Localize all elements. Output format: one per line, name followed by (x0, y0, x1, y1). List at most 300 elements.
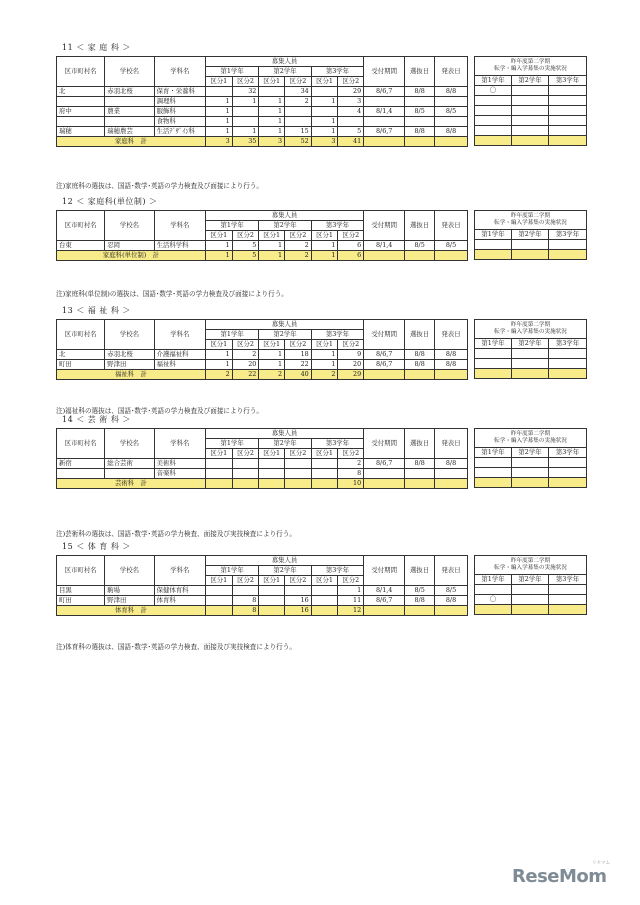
table-cell: 第3学年 (311, 221, 363, 231)
table-cell: 1 (259, 251, 285, 261)
table-cell: 34 (285, 87, 312, 97)
table-cell (259, 596, 285, 606)
table-cell: 1 (259, 127, 285, 137)
table-cell: 区分1 (259, 576, 285, 586)
table-cell: 総合芸術 (105, 459, 154, 469)
table-cell (475, 468, 512, 478)
table-cell: 3 (259, 137, 285, 147)
table-cell: 1 (259, 107, 285, 117)
table-cell: 区市町村名 (57, 556, 105, 586)
table-cell: 1 (205, 97, 232, 107)
section-note: 注)家庭科(単位制)の選抜は、国語･数学･英語の学力検査及び面接により行う。 (56, 290, 288, 298)
table-cell (549, 240, 587, 250)
table-cell (435, 251, 468, 261)
header-row (57, 320, 468, 330)
total-row (57, 479, 468, 489)
table-cell (311, 596, 338, 606)
header-row (57, 211, 468, 221)
table-cell: 区分2 (338, 231, 364, 241)
table-cell (405, 137, 435, 147)
table-cell: 第3学年 (549, 230, 587, 240)
table-cell: 8/8 (405, 350, 435, 360)
table-cell (512, 250, 549, 260)
table-cell: 第2学年 (512, 575, 549, 585)
table-cell: 区市町村名 (57, 57, 105, 87)
table-cell (364, 117, 405, 127)
table-cell: 区分2 (232, 449, 259, 459)
table-cell: 35 (232, 137, 259, 147)
table-cell (364, 251, 405, 261)
table-cell: 区分1 (259, 449, 285, 459)
table-cell (364, 370, 405, 380)
table-cell: 8/8 (405, 87, 435, 97)
table-cell (512, 605, 549, 615)
table-row (475, 349, 587, 359)
table-cell (205, 469, 232, 479)
table-cell: 1 (311, 350, 338, 360)
table-cell: 32 (232, 87, 259, 97)
table-cell: 赤羽北桜 (105, 87, 154, 97)
table-cell: 区分1 (205, 231, 232, 241)
table-cell: 生活科学科 (154, 241, 205, 251)
table-cell: 5 (232, 241, 259, 251)
table-cell: 18 (285, 350, 312, 360)
table-cell: 1 (259, 241, 285, 251)
table-cell: 学科名 (154, 211, 205, 241)
table-row (475, 86, 587, 96)
table-cell (311, 459, 338, 469)
table-cell: 1 (311, 241, 338, 251)
table-cell: 台東 (57, 241, 105, 251)
side-title-line: 昨年度第二学期 (510, 431, 551, 437)
table-cell: 第2学年 (259, 221, 311, 231)
table-cell (549, 250, 587, 260)
table-row (57, 127, 468, 137)
table-cell (259, 469, 285, 479)
table-cell: 瑞穂農芸 (105, 127, 154, 137)
table-cell (435, 370, 468, 380)
table-cell (311, 479, 338, 489)
side-title-line: 転学・編入学募集の実施状況 (494, 220, 567, 226)
table-cell: 瑞穂 (57, 127, 105, 137)
table-cell: 区分2 (232, 77, 259, 87)
table-cell (475, 106, 512, 116)
table-row (57, 459, 468, 469)
table-cell (549, 605, 587, 615)
resemom-logo-sub: リセマム (592, 861, 610, 866)
resemom-logo: ReseMom (512, 866, 607, 887)
table-cell: 8/6,7 (364, 350, 405, 360)
section-note: 注)福祉科の選抜は、国語･数学･英語の学力検査及び面接により行う。 (56, 407, 263, 415)
table-cell (549, 478, 587, 488)
table-cell: 1 (259, 360, 285, 370)
table-cell: 第2学年 (512, 448, 549, 458)
table-cell: 8/8 (435, 596, 468, 606)
table-cell: 家庭科 計 (57, 137, 206, 147)
table-cell: 8/1,4 (364, 586, 405, 596)
table-row (475, 585, 587, 595)
table-cell: 福祉科 計 (57, 370, 206, 380)
table-cell: 第3学年 (549, 575, 587, 585)
table-cell: 赤羽北桜 (105, 350, 154, 360)
table-cell: 8 (338, 469, 364, 479)
table-cell (205, 596, 232, 606)
table-row (475, 126, 587, 136)
table-cell (549, 585, 587, 595)
table-cell (549, 595, 587, 605)
table-cell: 選抜日 (405, 556, 435, 586)
table-cell: 区分1 (205, 576, 232, 586)
side-title-line: 転学・編入学募集の実施状況 (494, 329, 567, 335)
table-cell: 第1学年 (205, 566, 258, 576)
table-cell: 第1学年 (205, 439, 258, 449)
table-cell: 8 (232, 606, 259, 616)
side-title (475, 57, 587, 76)
table-cell (512, 106, 549, 116)
section-title: 14 ＜ 芸 術 科 ＞ (62, 415, 131, 424)
side-title (475, 320, 587, 339)
table-cell (512, 595, 549, 605)
total-row (57, 370, 468, 380)
table-cell: 学科名 (154, 556, 205, 586)
table-cell: 29 (338, 370, 364, 380)
table-cell: 8/5 (435, 586, 468, 596)
table-cell: 区分1 (311, 340, 338, 350)
table-cell (549, 136, 587, 146)
recruitment-table (56, 319, 468, 380)
table-cell (549, 116, 587, 126)
table-row (57, 360, 468, 370)
table-cell: 4 (338, 107, 364, 117)
table-cell: 区市町村名 (57, 320, 105, 350)
table-cell: 29 (338, 87, 364, 97)
table-row (57, 586, 468, 596)
table-cell (285, 586, 312, 596)
table-cell (205, 606, 232, 616)
table-cell: 第2学年 (259, 67, 311, 77)
table-row (57, 97, 468, 107)
section-title: 12 ＜ 家庭科(単位制) ＞ (62, 197, 158, 206)
table-cell: 区分2 (232, 576, 259, 586)
table-cell: 1 (259, 350, 285, 360)
side-title (475, 556, 587, 575)
table-cell: 1 (205, 117, 232, 127)
table-cell (232, 586, 259, 596)
table-cell (512, 86, 549, 96)
table-cell (549, 458, 587, 468)
table-cell: 8/1,4 (364, 241, 405, 251)
table-cell: 8/8 (435, 350, 468, 360)
table-cell: 介護福祉科 (154, 350, 205, 360)
table-cell (259, 606, 285, 616)
table-cell: 22 (285, 360, 312, 370)
table-cell (475, 349, 512, 359)
table-cell (232, 459, 259, 469)
table-cell: 1 (205, 350, 232, 360)
table-row (57, 596, 468, 606)
table-cell: 第2学年 (259, 566, 311, 576)
section-note: 注)家庭科の選抜は、国語･数学･英語の学力検査及び面接により行う。 (56, 182, 263, 190)
table-cell: 3 (205, 137, 232, 147)
table-cell: 第1学年 (475, 76, 512, 86)
table-cell: 8/8 (405, 127, 435, 137)
table-cell: 8/6,7 (364, 459, 405, 469)
total-row (475, 605, 587, 615)
table-cell: 区分1 (205, 449, 232, 459)
table-cell: 第1学年 (475, 230, 512, 240)
table-cell: 駒場 (105, 586, 154, 596)
table-cell (435, 117, 468, 127)
table-cell (512, 240, 549, 250)
table-cell (311, 107, 338, 117)
table-cell (435, 606, 468, 616)
table-cell: 1 (259, 97, 285, 107)
table-cell: 41 (338, 137, 364, 147)
table-cell (311, 586, 338, 596)
table-cell: 8/8 (435, 127, 468, 137)
table-cell: 1 (205, 360, 232, 370)
header-row (57, 429, 468, 439)
table-cell (475, 369, 512, 379)
table-cell: 第1学年 (205, 330, 258, 340)
table-cell: 2 (285, 251, 312, 261)
table-cell (512, 116, 549, 126)
table-cell (405, 251, 435, 261)
table-cell (512, 136, 549, 146)
table-row (475, 458, 587, 468)
table-cell: 第2学年 (512, 230, 549, 240)
header-row (475, 448, 587, 458)
table-cell: 区分2 (285, 340, 312, 350)
table-cell (475, 250, 512, 260)
table-cell: 町田 (57, 360, 105, 370)
table-cell: 受付期間 (364, 57, 405, 87)
table-cell (512, 126, 549, 136)
table-cell (475, 116, 512, 126)
table-cell: 8/8 (435, 459, 468, 469)
table-cell: 選抜日 (405, 429, 435, 459)
table-row (475, 468, 587, 478)
table-cell (232, 469, 259, 479)
table-cell: 体育科 計 (57, 606, 206, 616)
table-cell (105, 97, 154, 107)
table-cell: 学校名 (105, 556, 154, 586)
table-cell: 8/8 (405, 459, 435, 469)
table-row (475, 116, 587, 126)
table-cell: 1 (311, 251, 338, 261)
side-title-line: 昨年度第二学期 (510, 59, 551, 65)
table-cell: 区分2 (285, 576, 312, 586)
table-cell: 2 (205, 370, 232, 380)
table-cell (259, 586, 285, 596)
side-title-line: 転学・編入学募集の実施状況 (494, 66, 567, 72)
table-cell: 1 (311, 117, 338, 127)
table-cell: 美術科 (154, 459, 205, 469)
table-cell (512, 468, 549, 478)
table-cell (475, 240, 512, 250)
last-year-status-table (474, 428, 587, 488)
table-cell: 2 (338, 459, 364, 469)
table-row (475, 240, 587, 250)
total-row (475, 136, 587, 146)
table-cell: 3 (338, 97, 364, 107)
header-row (475, 230, 587, 240)
table-cell: 福祉科 (154, 360, 205, 370)
table-cell: 8/5 (405, 107, 435, 117)
table-cell: 1 (311, 127, 338, 137)
table-cell: 16 (285, 596, 312, 606)
table-cell: 2 (259, 370, 285, 380)
total-row (57, 606, 468, 616)
table-cell: 第3学年 (549, 448, 587, 458)
side-title-line: 昨年度第二学期 (510, 322, 551, 328)
table-cell (285, 459, 312, 469)
table-cell: 第3学年 (311, 566, 363, 576)
table-cell (512, 585, 549, 595)
table-cell: 区分2 (285, 231, 312, 241)
table-cell: 1 (232, 127, 259, 137)
table-row (57, 107, 468, 117)
table-cell (549, 468, 587, 478)
table-cell (512, 96, 549, 106)
table-cell: 〇 (475, 595, 512, 605)
recruitment-table (56, 555, 468, 616)
table-cell (364, 606, 405, 616)
table-cell: 新宿 (57, 459, 105, 469)
table-cell (364, 469, 405, 479)
table-cell: 忍岡 (105, 241, 154, 251)
table-cell: 1 (205, 241, 232, 251)
table-cell: 第1学年 (475, 339, 512, 349)
table-cell: 受付期間 (364, 211, 405, 241)
table-cell: 第2学年 (259, 330, 311, 340)
table-cell (364, 97, 405, 107)
table-cell: 芸術科 計 (57, 479, 206, 489)
table-cell: 8/6,7 (364, 127, 405, 137)
table-row (57, 87, 468, 97)
table-cell: 区分1 (205, 340, 232, 350)
table-cell: 区分2 (232, 231, 259, 241)
table-cell (205, 586, 232, 596)
table-cell: 第1学年 (475, 448, 512, 458)
table-cell: 8/8 (435, 87, 468, 97)
table-cell (475, 359, 512, 369)
table-cell: 8 (232, 596, 259, 606)
table-cell: 音楽科 (154, 469, 205, 479)
table-cell: 目黒 (57, 586, 105, 596)
table-row (475, 595, 587, 605)
table-cell (475, 478, 512, 488)
recruitment-table (56, 56, 468, 147)
table-cell: 募集人員 (205, 556, 363, 566)
total-row (475, 250, 587, 260)
table-cell (105, 117, 154, 127)
header-row (475, 76, 587, 86)
table-cell: 区分1 (311, 77, 338, 87)
table-cell: 食物科 (154, 117, 205, 127)
table-cell: 8/5 (435, 241, 468, 251)
table-cell (405, 606, 435, 616)
table-cell (364, 479, 405, 489)
table-cell: 区分2 (232, 340, 259, 350)
table-cell: 保育・栄養科 (154, 87, 205, 97)
table-cell: 22 (232, 370, 259, 380)
table-cell: 学科名 (154, 429, 205, 459)
section-note: 注)芸術科の選抜は、国語･数学･英語の学力検査、面接及び実技検査により行う。 (56, 530, 296, 538)
table-cell: 8/5 (405, 586, 435, 596)
table-cell: 8/6,7 (364, 360, 405, 370)
table-cell: 第1学年 (475, 575, 512, 585)
table-cell (311, 87, 338, 97)
table-cell: 1 (205, 251, 232, 261)
table-cell: 5 (232, 251, 259, 261)
table-cell: 発表日 (435, 57, 468, 87)
table-cell: 1 (205, 127, 232, 137)
table-cell: 8/8 (435, 360, 468, 370)
table-cell: 発表日 (435, 556, 468, 586)
table-cell: 1 (205, 107, 232, 117)
table-cell (205, 459, 232, 469)
table-cell: 1 (311, 360, 338, 370)
table-cell: 5 (338, 127, 364, 137)
table-cell: 8/6,7 (364, 596, 405, 606)
table-cell (285, 469, 312, 479)
table-cell: 区分1 (311, 449, 338, 459)
table-cell: 第3学年 (549, 76, 587, 86)
table-cell: 8/5 (405, 241, 435, 251)
table-cell: 選抜日 (405, 57, 435, 87)
table-cell: 北 (57, 350, 105, 360)
last-year-status-table (474, 555, 587, 615)
section-note: 注)体育科の選抜は、国語･数学･英語の学力検査、面接及び実技検査により行う。 (56, 643, 296, 651)
table-cell: 町田 (57, 596, 105, 606)
table-cell: 第2学年 (512, 76, 549, 86)
side-title (475, 211, 587, 230)
table-cell: 選抜日 (405, 211, 435, 241)
table-cell: 募集人員 (205, 320, 363, 330)
table-cell: 学科名 (154, 320, 205, 350)
table-cell: 2 (232, 350, 259, 360)
table-cell (232, 107, 259, 117)
table-row (57, 241, 468, 251)
table-cell: 15 (285, 127, 312, 137)
table-cell: 発表日 (435, 429, 468, 459)
table-cell: 区分1 (311, 576, 338, 586)
table-cell: 1 (338, 586, 364, 596)
table-row (57, 350, 468, 360)
table-cell (435, 97, 468, 107)
table-cell (512, 359, 549, 369)
table-cell (512, 349, 549, 359)
table-cell: 1 (259, 117, 285, 127)
table-cell: 第1学年 (205, 221, 258, 231)
table-row (475, 106, 587, 116)
table-cell (205, 479, 232, 489)
table-cell: 区分1 (259, 340, 285, 350)
recruitment-table (56, 210, 468, 261)
table-cell (259, 87, 285, 97)
table-cell (311, 606, 338, 616)
side-title (475, 429, 587, 448)
table-cell: 16 (285, 606, 312, 616)
table-cell (405, 117, 435, 127)
table-cell: 1 (232, 97, 259, 107)
table-cell (512, 458, 549, 468)
table-cell: 区分2 (338, 449, 364, 459)
table-row (475, 96, 587, 106)
table-cell (259, 459, 285, 469)
table-cell: 12 (338, 606, 364, 616)
